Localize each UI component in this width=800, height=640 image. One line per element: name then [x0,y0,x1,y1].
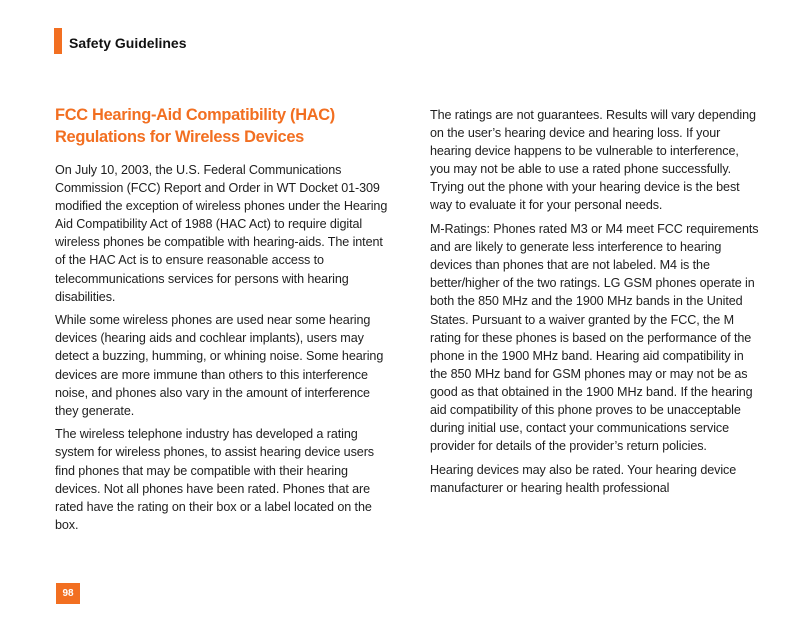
paragraph-interference: While some wireless phones are used near some hearing devices (hearing aids and cochlear implants), users may detect a buzzing, humming, or whining noise. Some hearing devices are more immune than others to this interference noise, and phones also vary in the amount of interference they generate. [55,313,384,418]
paragraph-ratings-not-guaranteed: The ratings are not guarantees. Results will vary depending on the user’s hearing device and hearing loss. If your hearing device happens to be vulnerable to interference, you may not be able to use a rated phone successfully. Trying out the phone with your hearing device is the best way to evaluate it for your personal needs. [430,108,756,213]
page-number-badge: 98 [56,583,80,604]
heading-line-1: FCC Hearing-Aid Compatibility (HAC) [55,106,335,124]
paragraph-hearing-devices-rated: Hearing devices may also be rated. Your hearing device manufacturer or hearing health professional [430,462,737,495]
paragraph-m-ratings: M-Ratings: Phones rated M3 or M4 meet FCC requirements and are likely to generate less interference to hearing devices than phones that are not labeled. M4 is the better/higher of the two ratings. LG GSM phones operate in both the 850 MHz and the 1900 MHz bands in the United States. Pursuant to a waiver granted by the FCC, the M rating for these phones is based on the performance of the phone in the 1900 MHz band. Hearing aid compatibility in the 850 MHz band for GSM phones may or may not be as good as that obtained in the 1900 MHz band. If the hearing aid compatibility of this phone proves to be unacceptable during initial use, contact your communications service provider for details of the provider’s return policies. [430,222,759,454]
heading-line-2: Regulations for Wireless Devices [55,128,304,146]
right-column [430,106,760,502]
section-title: Safety Guidelines [69,35,187,51]
page-heading [55,104,389,148]
left-column [55,104,389,539]
paragraph-hac-intro: On July 10, 2003, the U.S. Federal Communications Commission (FCC) Report and Order in WT Docket 01-309 modified the exception of wireless phones under the Hearing Aid Compatibility Act of 1988 (HAC Act) to require digital wireless phones be compatible with hearing-aids. The intent of the HAC Act is to ensure reasonable access to telecommunications services for persons with hearing disabilities. [55,163,388,304]
paragraph-rating-system: The wireless telephone industry has developed a rating system for wireless phones, to assist hearing device users find phones that may be compatible with their hearing devices. Not all phones have been rated. Phones that are rated have the rating on their box or a label located on the box. [55,427,374,532]
section-accent-bar [54,28,62,54]
